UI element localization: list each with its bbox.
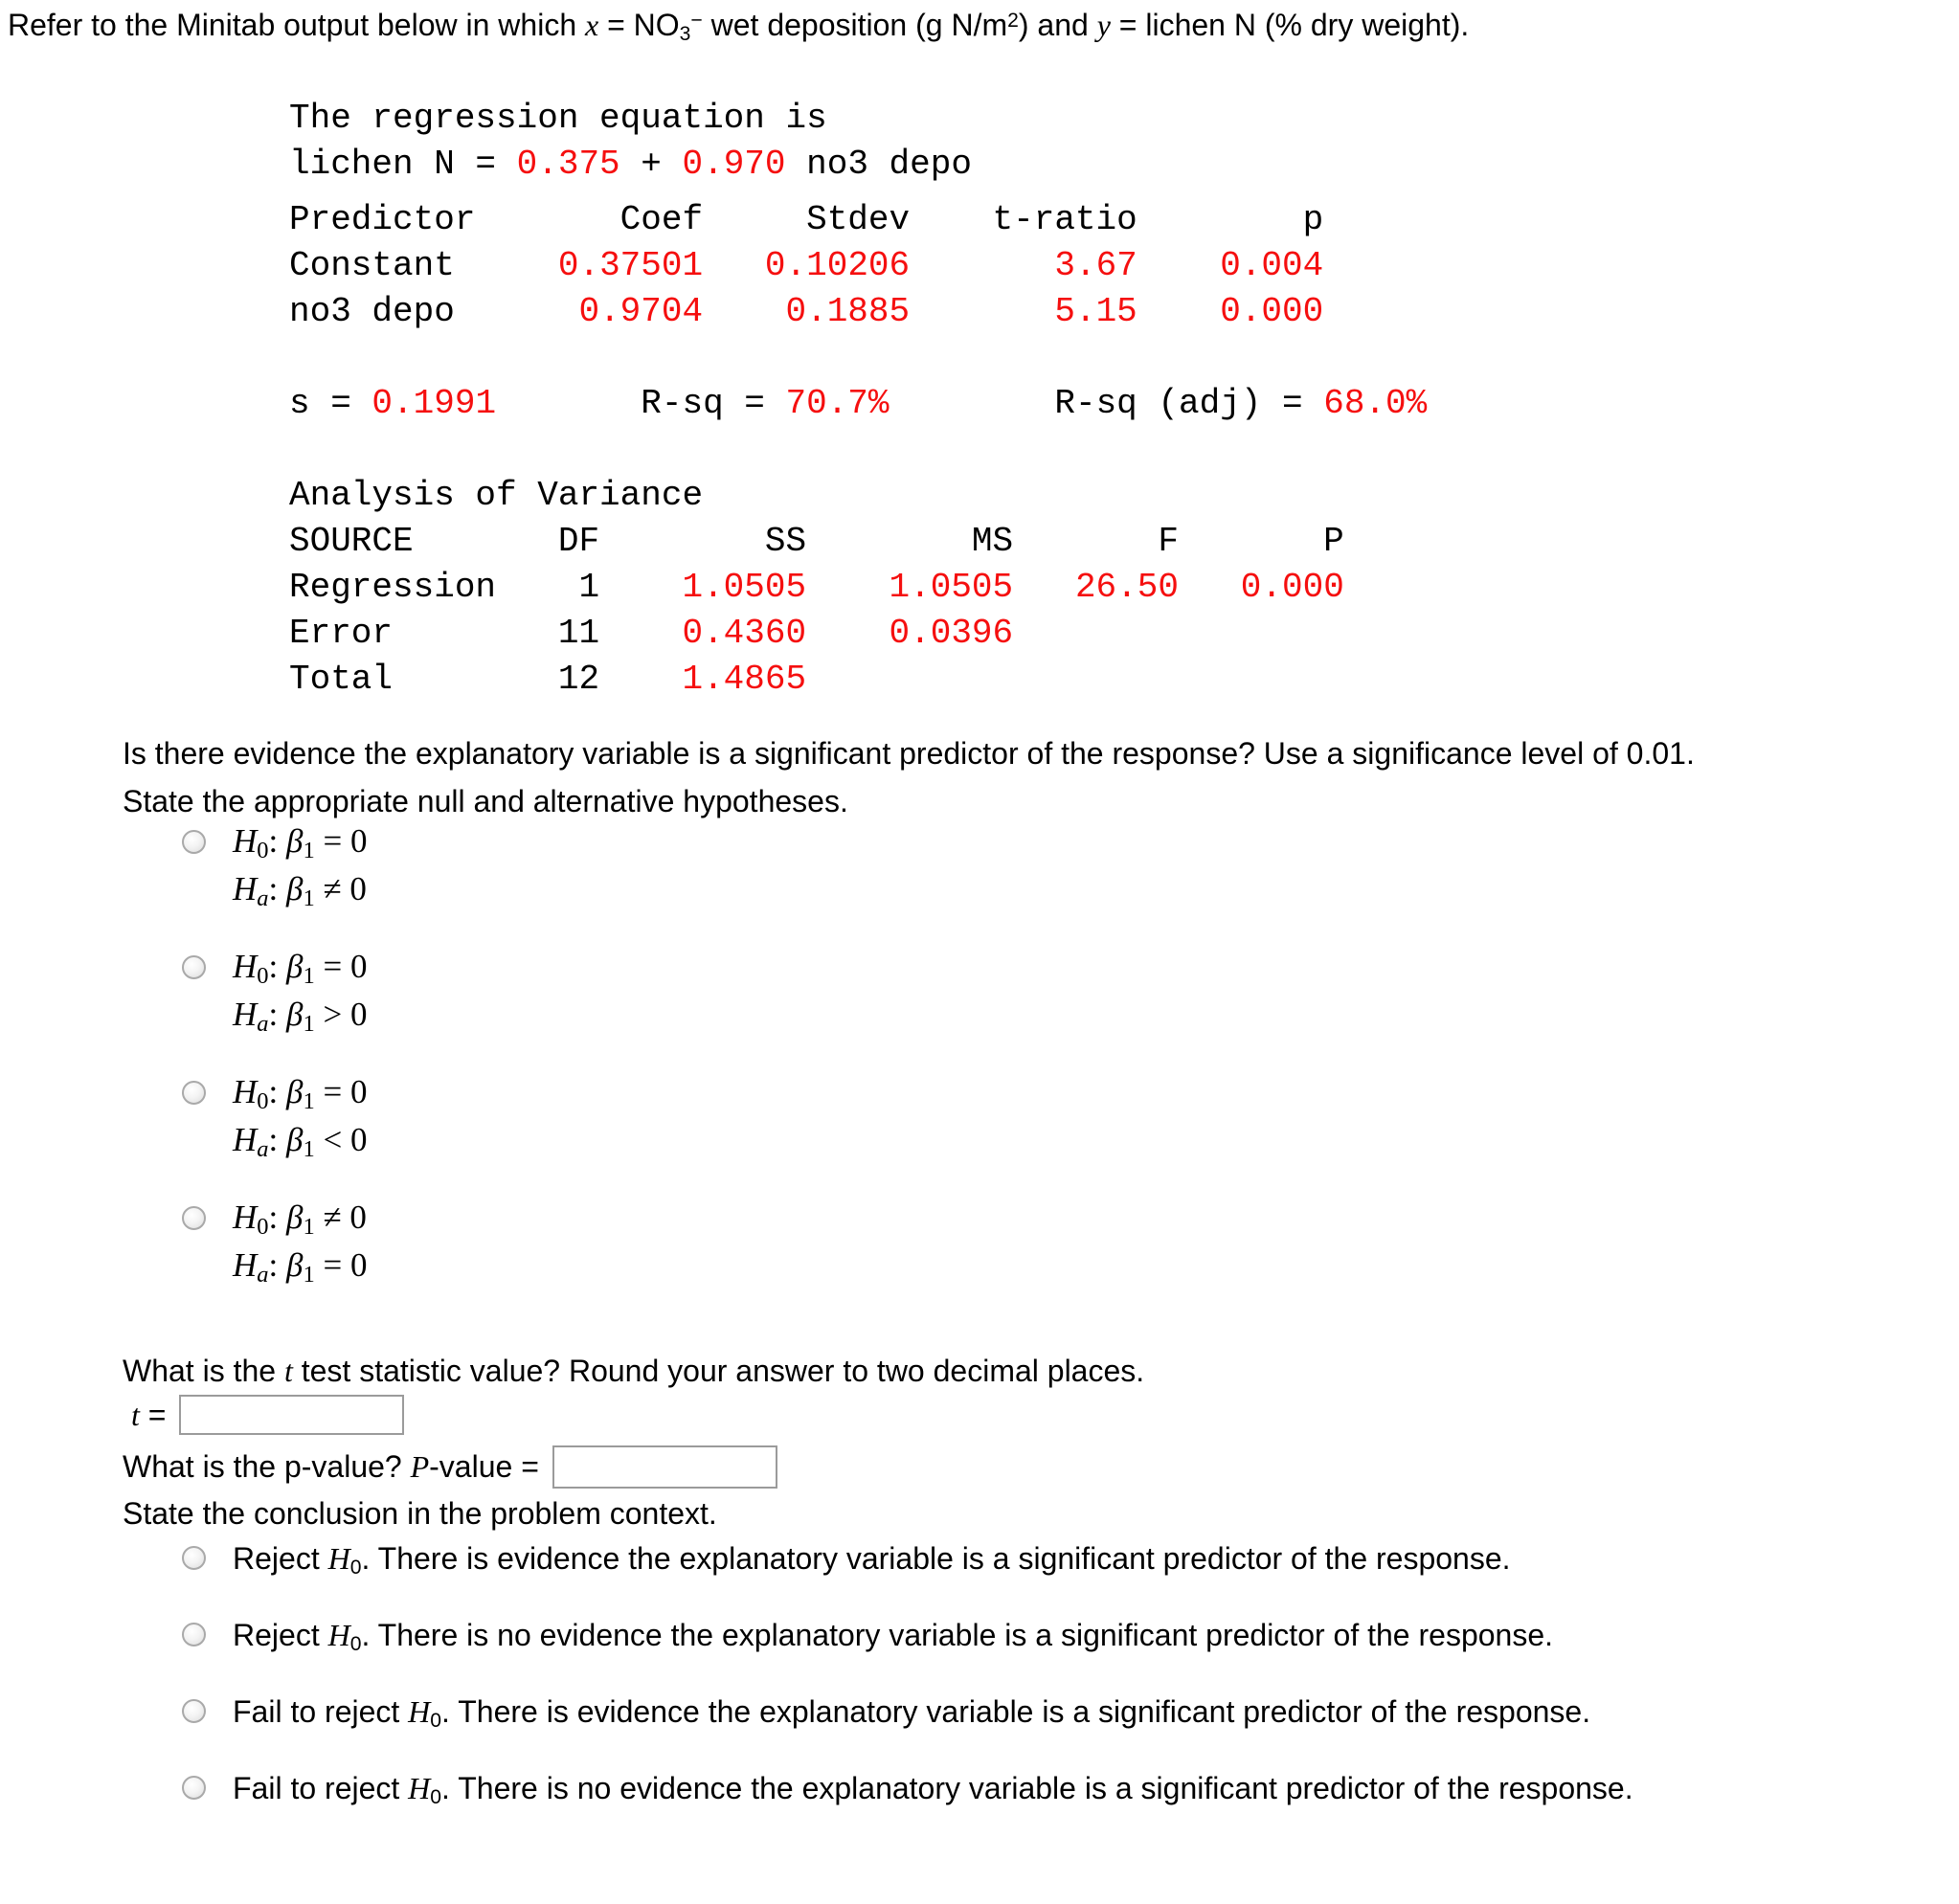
- hypothesis-null: $H_0$: $\beta_1 = 0$: [233, 948, 368, 990]
- t-label: t =: [131, 1397, 167, 1432]
- conclusion-option-1: [0, 1534, 1959, 1582]
- p-answer-row: [123, 1443, 1959, 1490]
- radio-conclusion-3[interactable]: [182, 1699, 206, 1723]
- conclusion-option-4: [0, 1764, 1959, 1812]
- radio-hypothesis-2[interactable]: [182, 955, 206, 979]
- radio-conclusion-2[interactable]: [182, 1623, 206, 1646]
- t-answer-row: [131, 1393, 1959, 1437]
- hypothesis-option-3-lines: [233, 1068, 367, 1164]
- minitab-line: [289, 427, 1959, 473]
- p-value-prompt: What is the p-value? P-value =: [123, 1448, 539, 1484]
- minitab-output: [289, 96, 1959, 703]
- hypothesis-option-3: [0, 1068, 1959, 1164]
- minitab-line: Analysis of Variance: [289, 476, 704, 515]
- conclusion-option-2: [0, 1611, 1959, 1659]
- radio-hypothesis-1[interactable]: [182, 830, 206, 854]
- conclusion-option-2-text: Reject $H_0$. There is no evidence the explanatory variable is a significant predictor of the response.: [233, 1618, 1554, 1655]
- radio-conclusion-1[interactable]: [182, 1546, 206, 1570]
- radio-conclusion-4[interactable]: [182, 1776, 206, 1800]
- minitab-line: [289, 335, 1959, 381]
- minitab-line: Error 11 0.4360 0.0396: [289, 614, 1014, 653]
- hypothesis-alt: $H_a$: $\beta_1 = 0$: [233, 1246, 368, 1288]
- minitab-line: no3 depo 0.9704 0.1885 5.15 0.000: [289, 292, 1324, 331]
- question-significance: [123, 729, 1959, 825]
- conclusion-options: [0, 1534, 1959, 1812]
- hypothesis-alt: $H_a$: $\beta_1 \ne 0$: [233, 870, 367, 912]
- conclusion-option-4-text: Fail to reject $H_0$. There is no evidence the explanatory variable is a significant predictor of the response.: [233, 1771, 1633, 1808]
- conclusion-option-3: [0, 1688, 1959, 1736]
- intro-text: Refer to the Minitab output below in which $x = NO_3^-$ wet deposition (g $N/m^2$) and y = lichen N (% dry weight).: [8, 8, 1470, 45]
- p-value-input[interactable]: [552, 1445, 777, 1489]
- hypothesis-null: $H_0$: $\beta_1 = 0$: [233, 1073, 368, 1115]
- minitab-line: s = 0.1991 R-sq = 70.7% R-sq (adj) = 68.0%: [289, 384, 1428, 423]
- question-line-1: Is there evidence the explanatory variable is a significant predictor of the response? Use a significance level of 0.01.: [123, 736, 1695, 771]
- hypothesis-options: [0, 818, 1959, 1289]
- conclusion-option-1-text: Reject $H_0$. There is evidence the explanatory variable is a significant predictor of the response.: [233, 1541, 1511, 1579]
- t-input[interactable]: [179, 1395, 404, 1435]
- question-line-2: State the appropriate null and alternative hypotheses.: [123, 784, 848, 818]
- question-t-statistic: What is the t test statistic value? Round your answer to two decimal places.: [123, 1354, 1145, 1388]
- minitab-line: lichen N = 0.375 + 0.970 no3 depo: [289, 145, 972, 184]
- minitab-line: The regression equation is: [289, 99, 827, 138]
- hypothesis-option-1-lines: [233, 818, 367, 913]
- minitab-line: Predictor Coef Stdev t-ratio p: [289, 200, 1324, 239]
- hypothesis-alt: $H_a$: $\beta_1 > 0$: [233, 996, 368, 1038]
- minitab-line: Regression 1 1.0505 1.0505 26.50 0.000: [289, 568, 1344, 607]
- radio-hypothesis-3[interactable]: [182, 1081, 206, 1105]
- hypothesis-alt: $H_a$: $\beta_1 < 0$: [233, 1121, 368, 1163]
- minitab-line: SOURCE DF SS MS F P: [289, 522, 1344, 561]
- hypothesis-option-1: [0, 818, 1959, 913]
- minitab-line: Constant 0.37501 0.10206 3.67 0.004: [289, 246, 1324, 285]
- hypothesis-option-4-lines: [233, 1194, 367, 1289]
- hypothesis-option-2: [0, 943, 1959, 1039]
- radio-hypothesis-4[interactable]: [182, 1206, 206, 1230]
- hypothesis-option-4: [0, 1194, 1959, 1289]
- conclusion-option-3-text: Fail to reject $H_0$. There is evidence the explanatory variable is a significant predictor of the response.: [233, 1694, 1591, 1732]
- hypothesis-null: $H_0$: $\beta_1 = 0$: [233, 822, 368, 864]
- hypothesis-null: $H_0$: $\beta_1 \ne 0$: [233, 1198, 367, 1241]
- hypothesis-option-2-lines: [233, 943, 367, 1039]
- minitab-line: Total 12 1.4865: [289, 660, 807, 699]
- conclusion-prompt: State the conclusion in the problem context.: [123, 1496, 717, 1531]
